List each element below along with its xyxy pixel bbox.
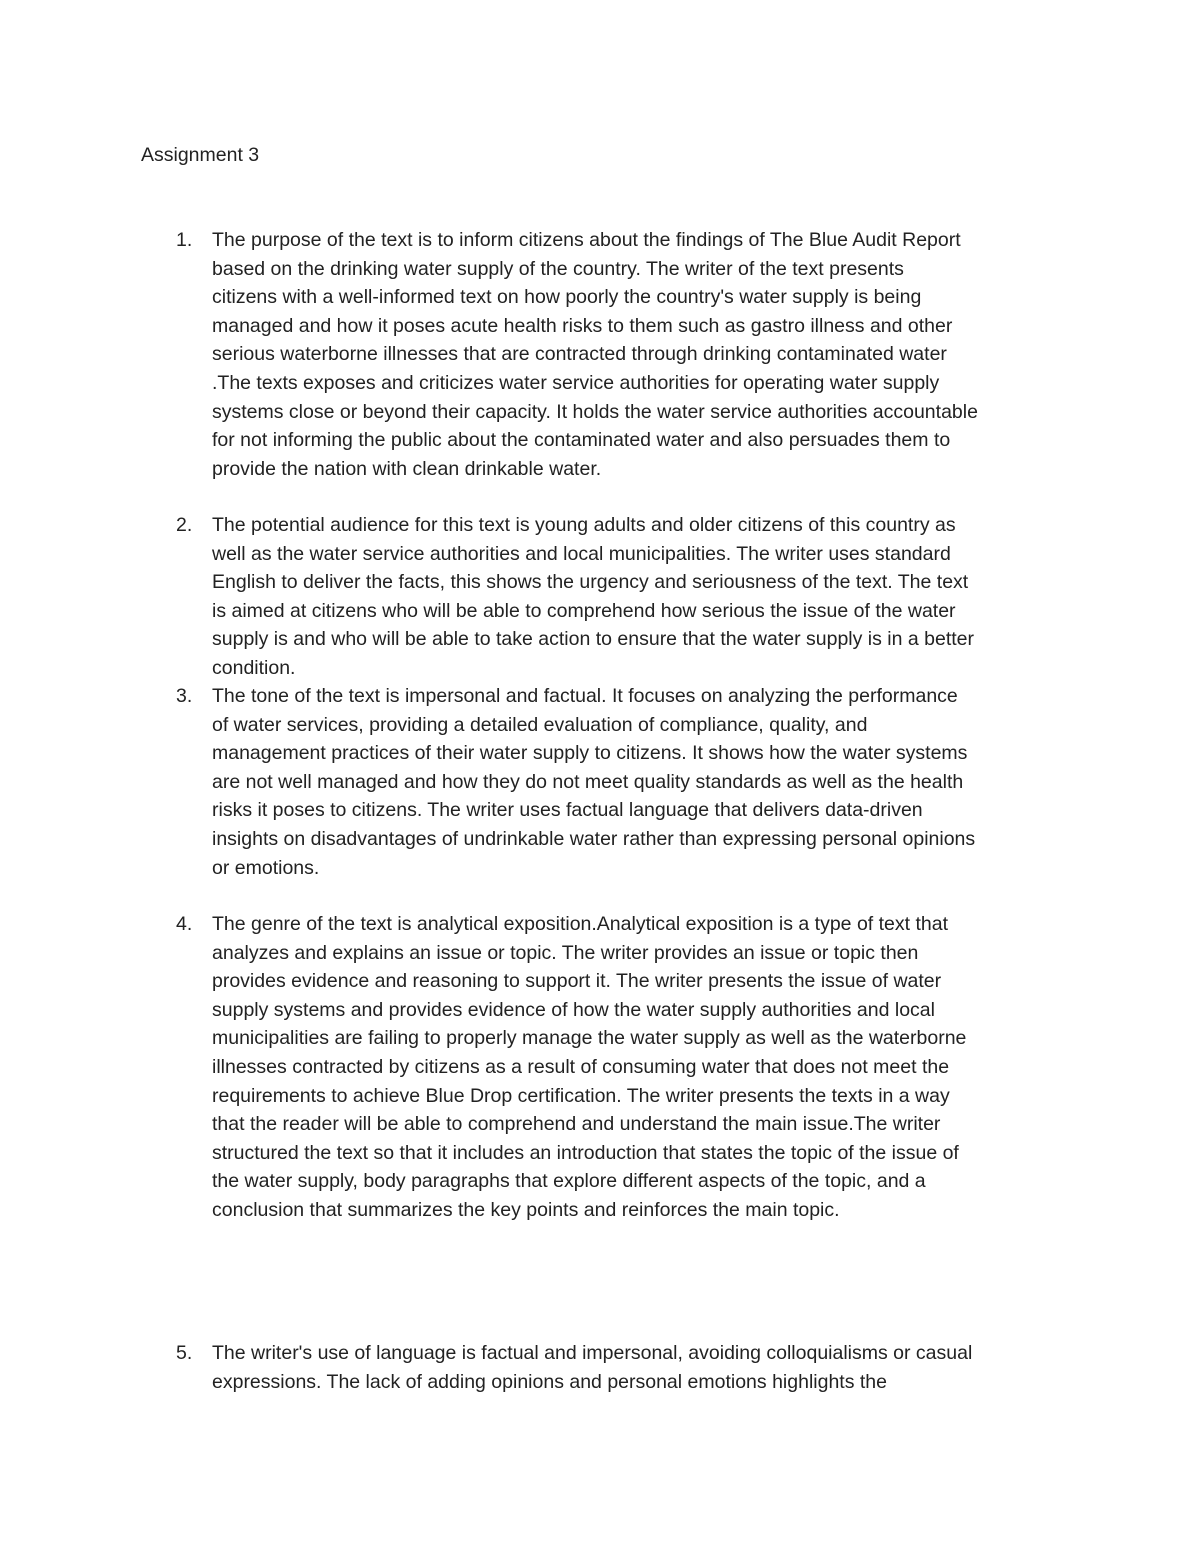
document-title: Assignment 3: [141, 144, 260, 166]
text-line: municipalities are failing to properly manage the water supply as well as the waterborne: [212, 1027, 967, 1050]
list-item-text: [212, 910, 966, 1225]
text-line: The tone of the text is impersonal and factual. It focuses on analyzing the performance: [212, 685, 958, 707]
list-item-number: 2.: [176, 514, 193, 536]
text-line: risks it poses to citizens. The writer uses factual language that delivers data-driven: [212, 799, 923, 822]
text-line: is aimed at citizens who will be able to comprehend how serious the issue of the water: [212, 599, 956, 622]
text-line: structured the text so that it includes an introduction that states the topic of the issue of: [212, 1141, 959, 1164]
text-line: The writer's use of language is factual and impersonal, avoiding colloquialisms or casual: [212, 1342, 973, 1364]
text-line: managed and how it poses acute health risks to them such as gastro illness and other: [212, 314, 953, 337]
list-item-text: [212, 511, 974, 683]
text-line: supply systems and provides evidence of how the water supply authorities and local: [212, 998, 935, 1021]
list-item-text: [212, 682, 975, 882]
text-line: illnesses contracted by citizens as a result of consuming water that does not meet the: [212, 1055, 950, 1078]
text-line: supply is and who will be able to take action to ensure that the water supply is in a better: [212, 628, 975, 651]
text-line: that the reader will be able to comprehend and understand the main issue.The writer: [212, 1113, 941, 1136]
text-line: the water supply, body paragraphs that explore different aspects of the topic, and a: [212, 1170, 926, 1193]
text-line: citizens with a well-informed text on how poorly the country's water supply is being: [212, 286, 922, 309]
text-line: serious waterborne illnesses that are contracted through drinking contaminated water: [212, 343, 947, 366]
list-item-number: 3.: [176, 685, 193, 707]
text-line: insights on disadvantages of undrinkable water rather than expressing personal opinions: [212, 827, 976, 850]
text-line: condition.: [212, 656, 296, 679]
list-item-text: [212, 1339, 972, 1396]
text-line: .The texts exposes and criticizes water service authorities for operating water supply: [212, 371, 940, 394]
text-line: systems close or beyond their capacity. It holds the water service authorities accountable: [212, 400, 978, 423]
text-line: or emotions.: [212, 856, 320, 879]
text-line: requirements to achieve Blue Drop certification. The writer presents the texts in a way: [212, 1084, 950, 1107]
text-line: are not well managed and how they do not meet quality standards as well as the health: [212, 770, 964, 793]
list-item-number: 1.: [176, 229, 193, 251]
text-line: analyzes and explains an issue or topic. The writer provides an issue or topic then: [212, 941, 919, 964]
list-item-number: 5.: [176, 1342, 193, 1364]
text-line: well as the water service authorities and local municipalities. The writer uses standard: [212, 542, 951, 565]
text-line: The purpose of the text is to inform citizens about the findings of The Blue Audit Report: [212, 229, 961, 251]
text-line: management practices of their water supply to citizens. It shows how the water systems: [212, 742, 968, 765]
text-line: provides evidence and reasoning to support it. The writer presents the issue of water: [212, 970, 942, 993]
list-item-number: 4.: [176, 913, 193, 935]
text-line: expressions. The lack of adding opinions and personal emotions highlights the: [212, 1370, 887, 1393]
text-line: The genre of the text is analytical exposition.Analytical exposition is a type of text that: [212, 913, 948, 935]
text-line: based on the drinking water supply of the country. The writer of the text presents: [212, 257, 904, 280]
list-item-text: [212, 226, 978, 483]
text-line: English to deliver the facts, this shows the urgency and seriousness of the text. The text: [212, 571, 969, 594]
text-line: of water services, providing a detailed evaluation of compliance, quality, and: [212, 713, 868, 736]
text-line: The potential audience for this text is young adults and older citizens of this country as: [212, 514, 956, 536]
text-line: provide the nation with clean drinkable water.: [212, 457, 602, 480]
text-line: for not informing the public about the contaminated water and also persuades them to: [212, 429, 951, 452]
text-line: conclusion that summarizes the key points and reinforces the main topic.: [212, 1198, 840, 1221]
